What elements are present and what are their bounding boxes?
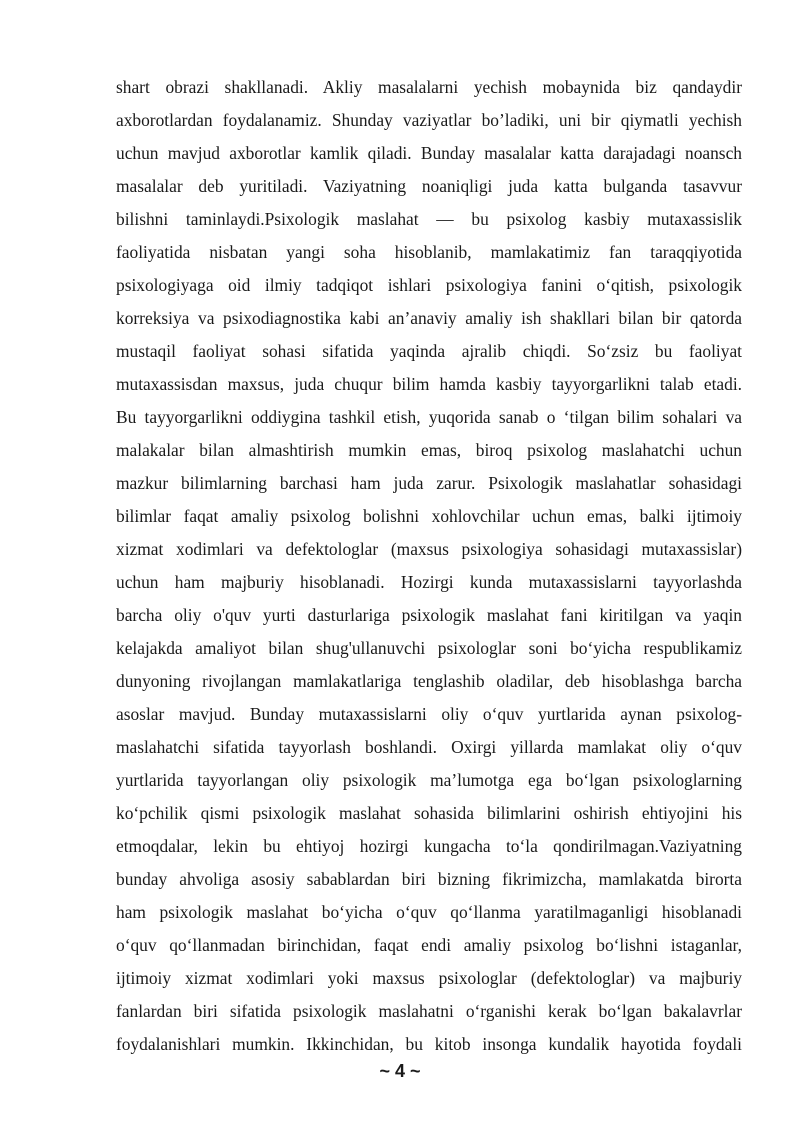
text-line: uchun ham majburiy hisoblanadi. Hozirgi kunda mutaxassislarni tayyorlashda: [116, 572, 742, 592]
text-line: ijtimoiy xizmat xodimlari yoki maxsus psixologlar (defektologlar) va majburiy: [116, 968, 742, 988]
text-line: asoslar mavjud. Bunday mutaxassislarni oliy o‘quv yurtlarida aynan psixolog-: [116, 704, 742, 724]
text-line: ham psixologik maslahat bo‘yicha o‘quv qo‘llanma yaratilmaganligi hisoblanadi: [116, 902, 742, 922]
text-line: bilimlar faqat amaliy psixolog bolishni xohlovchilar uchun emas, balki ijtimoiy: [116, 506, 742, 526]
page-number: ~ 4 ~: [379, 1061, 421, 1081]
text-line: psixologiyaga oid ilmiy tadqiqot ishlari psixologiya fanini o‘qitish, psixologik: [116, 275, 742, 295]
text-line: axborotlardan foydalanamiz. Shunday vaziyatlar bo’ladiki, uni bir qiymatli yechish: [116, 110, 742, 130]
text-line: mazkur bilimlarning barchasi ham juda zarur. Psixologik maslahatlar sohasidagi: [116, 473, 742, 493]
text-line: malakalar bilan almashtirish mumkin emas, biroq psixolog maslahatchi uchun: [116, 440, 742, 460]
text-line: maslahatchi sifatida tayyorlash boshlandi. Oxirgi yillarda mamlakat oliy o‘quv: [116, 737, 742, 757]
text-line: fanlardan biri sifatida psixologik maslahatni o‘rganishi kerak bo‘lgan bakalavrlar: [116, 1001, 742, 1021]
text-line: mustaqil faoliyat sohasi sifatida yaqinda ajralib chiqdi. So‘zsiz bu faoliyat: [116, 341, 742, 361]
text-line: foydalanishlari mumkin. Ikkinchidan, bu kitob insonga kundalik hayotida foydali: [116, 1034, 742, 1054]
text-line: masalalar deb yuritiladi. Vaziyatning noaniqligi juda katta bulganda tasavvur: [116, 176, 742, 196]
text-line: mutaxassisdan maxsus, juda chuqur bilim hamda kasbiy tayyorgarlikni talab etadi.: [116, 374, 742, 394]
text-line: o‘quv qo‘llanmadan birinchidan, faqat endi amaliy psixolog bo‘lishni istaganlar,: [116, 935, 742, 955]
text-line: uchun mavjud axborotlar kamlik qiladi. Bunday masalalar katta darajadagi noansch: [116, 143, 742, 163]
text-line: ko‘pchilik qismi psixologik maslahat sohasida bilimlarini oshirish ehtiyojini his: [116, 803, 742, 823]
text-line: barcha oliy o'quv yurti dasturlariga psixologik maslahat fani kiritilgan va yaqin: [116, 605, 742, 625]
text-line: faoliyatida nisbatan yangi soha hisoblanib, mamlakatimiz fan taraqqiyotida: [116, 242, 742, 262]
text-line: Bu tayyorgarlikni oddiygina tashkil etish, yuqorida sanab o ‘tilgan bilim sohalari va: [116, 407, 742, 427]
text-line: xizmat xodimlari va defektologlar (maxsus psixologiya sohasidagi mutaxassislar): [116, 539, 742, 559]
text-line: shart obrazi shakllanadi. Akliy masalalarni yechish mobaynida biz qandaydir: [116, 77, 742, 97]
text-line: dunyoning rivojlangan mamlakatlariga tenglashib oladilar, deb hisoblashga barcha: [116, 671, 742, 691]
text-line: kelajakda amaliyot bilan shug'ullanuvchi psixologlar soni bo‘yicha respublikamiz: [116, 638, 742, 658]
text-line: yurtlarida tayyorlangan oliy psixologik ma’lumotga ega bo‘lgan psixologlarning: [116, 770, 742, 790]
text-line: etmoqdalar, lekin bu ehtiyoj hozirgi kungacha to‘la qondirilmagan.Vaziyatning: [116, 836, 742, 856]
text-line: korreksiya va psixodiagnostika kabi an’anaviy amaliy ish shakllari bilan bir qatorda: [116, 308, 742, 328]
text-line: bilishni taminlaydi.Psixologik maslahat — bu psixolog kasbiy mutaxassislik: [116, 209, 742, 229]
text-line: bunday ahvoliga asosiy sabablardan biri bizning fikrimizcha, mamlakatda birorta: [116, 869, 742, 889]
